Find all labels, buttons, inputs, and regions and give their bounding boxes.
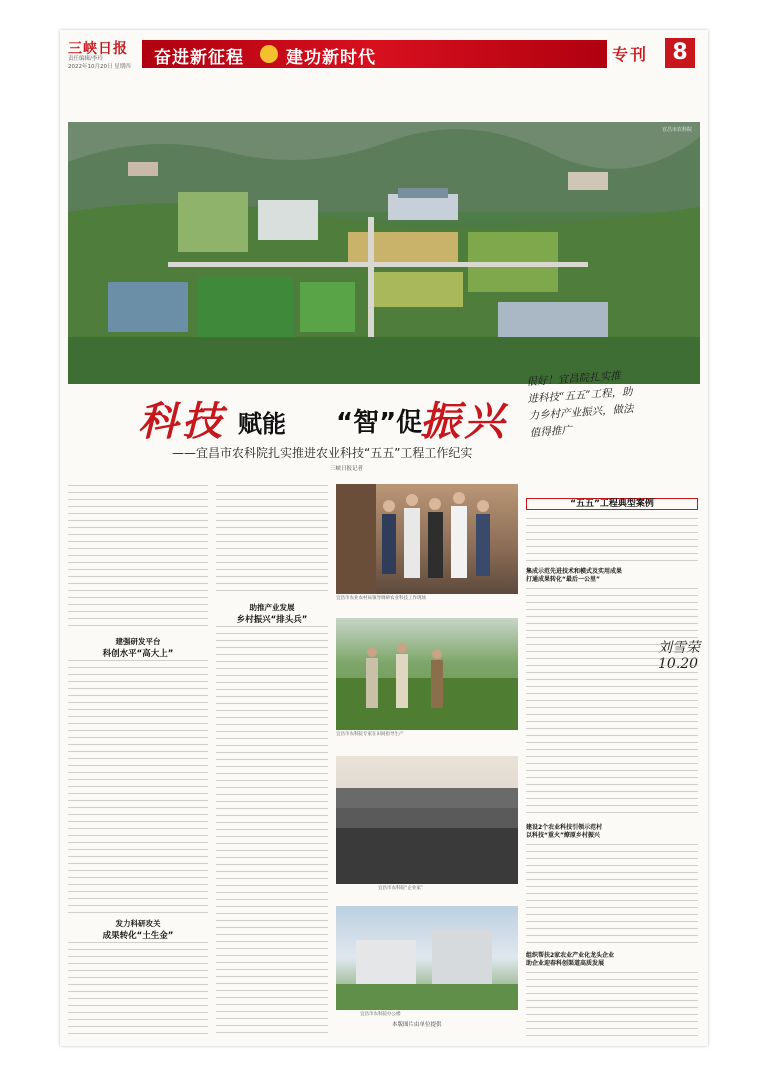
photo-caption: 宜昌市农科院 bbox=[661, 127, 692, 133]
building-illustration bbox=[336, 906, 518, 1010]
newspaper-logo: 三峡日报 bbox=[68, 41, 128, 57]
page-number: 8 bbox=[665, 38, 695, 68]
case-1-title: 集成示范先进技术和模式及实用成果 bbox=[526, 568, 623, 575]
case-3-subtitle: 助企业迎春科创渠道高质发展 bbox=[526, 960, 605, 967]
case-3-body bbox=[526, 972, 698, 1038]
banner-left-text: 奋进新征程 bbox=[154, 48, 244, 68]
section-heading-2-main: 成果转化“土生金” bbox=[102, 931, 174, 941]
headline-word-keji: 科技 bbox=[138, 398, 226, 445]
case-2-subtitle: 以科技“重火”燎原乡村振兴 bbox=[526, 832, 600, 839]
case-1-subtitle: 打通成果转化“最后一公里” bbox=[526, 576, 600, 583]
case-2-body bbox=[526, 844, 698, 948]
page-header bbox=[60, 30, 708, 104]
column-1-body bbox=[68, 660, 208, 915]
photo-field-guidance bbox=[336, 618, 518, 730]
column-1-body-2 bbox=[68, 942, 208, 1038]
subtitle: ——宜昌市农科院扎实推进农业科技“五五”工程工作纪实 bbox=[172, 446, 473, 460]
section-label: 专刊 bbox=[612, 45, 649, 64]
group-photo-illustration bbox=[336, 756, 518, 884]
caption-pic3: 宜昌市农科院“企业家” bbox=[378, 886, 424, 891]
column-1-intro bbox=[68, 485, 208, 630]
section-heading-1 bbox=[68, 636, 208, 659]
cases-intro bbox=[526, 518, 698, 564]
editor-line: 责任编辑/李玲 bbox=[68, 56, 103, 62]
party-emblem-icon bbox=[260, 45, 278, 63]
caption-pic1: 宜昌市农业农村局领导调研农业科技工作现场 bbox=[336, 596, 426, 601]
signature-name: 刘雪荣 bbox=[658, 640, 700, 656]
handwritten-line: 力乡村产业振兴，做法 bbox=[528, 402, 634, 423]
headline-word-funeng: 赋能 bbox=[238, 410, 286, 438]
headline-word-zhicu: “智”促 bbox=[336, 408, 423, 438]
cases-title: “五五”工程典型案例 bbox=[570, 499, 654, 509]
handwritten-note bbox=[526, 362, 708, 442]
byline: 三峡日报记者 bbox=[330, 466, 364, 472]
theme-banner bbox=[142, 40, 607, 68]
newspaper-page bbox=[60, 30, 708, 1046]
date-line: 2022年10月20日 星期四 bbox=[68, 64, 131, 70]
caption-pic2: 宜昌市农科院专家在田间指导生产 bbox=[336, 732, 404, 737]
column-2-body bbox=[216, 626, 328, 1038]
case-2-heading bbox=[526, 824, 698, 840]
caption-pic4: 宜昌市农科院办公楼 bbox=[360, 1012, 401, 1017]
column-2-top bbox=[216, 485, 328, 595]
handwritten-line: 很好！宜昌院扎实推 bbox=[525, 369, 622, 389]
aerial-photo bbox=[68, 122, 700, 384]
section-heading-3 bbox=[216, 602, 328, 625]
case-1-body bbox=[526, 588, 698, 818]
handwritten-line: 进科技“五五”工程，助 bbox=[527, 385, 634, 406]
aerial-farm-illustration bbox=[68, 122, 700, 384]
case-1-heading bbox=[526, 568, 698, 584]
case-2-title: 建设2个农业科技引领示范村 bbox=[526, 824, 603, 831]
headline-word-zhenxing: 振兴 bbox=[420, 398, 508, 445]
section-heading-3-kicker: 助推产业发展 bbox=[249, 603, 295, 612]
signature-date: 10.20 bbox=[658, 656, 699, 672]
photo-credit: 本版图片由单位提供 bbox=[392, 1022, 442, 1028]
banner-right-text: 建功新时代 bbox=[286, 48, 376, 68]
case-3-title: 组织帮扶2家农业产业化龙头企业 bbox=[526, 952, 615, 959]
case-3-heading bbox=[526, 952, 698, 968]
field-workers-illustration bbox=[336, 618, 518, 730]
section-heading-2-kicker: 发力科研攻关 bbox=[115, 919, 161, 928]
photo-office-building bbox=[336, 906, 518, 1010]
photo-group-photo bbox=[336, 756, 518, 884]
handwritten-line: 值得推广 bbox=[529, 424, 573, 440]
section-heading-3-main: 乡村振兴“排头兵” bbox=[236, 615, 308, 625]
section-heading-2 bbox=[68, 918, 208, 941]
section-heading-1-main: 科创水平“高大上” bbox=[102, 649, 174, 659]
people-group-illustration bbox=[336, 484, 518, 594]
section-heading-1-kicker: 建强研发平台 bbox=[115, 637, 161, 646]
photo-officials-visit bbox=[336, 484, 518, 594]
